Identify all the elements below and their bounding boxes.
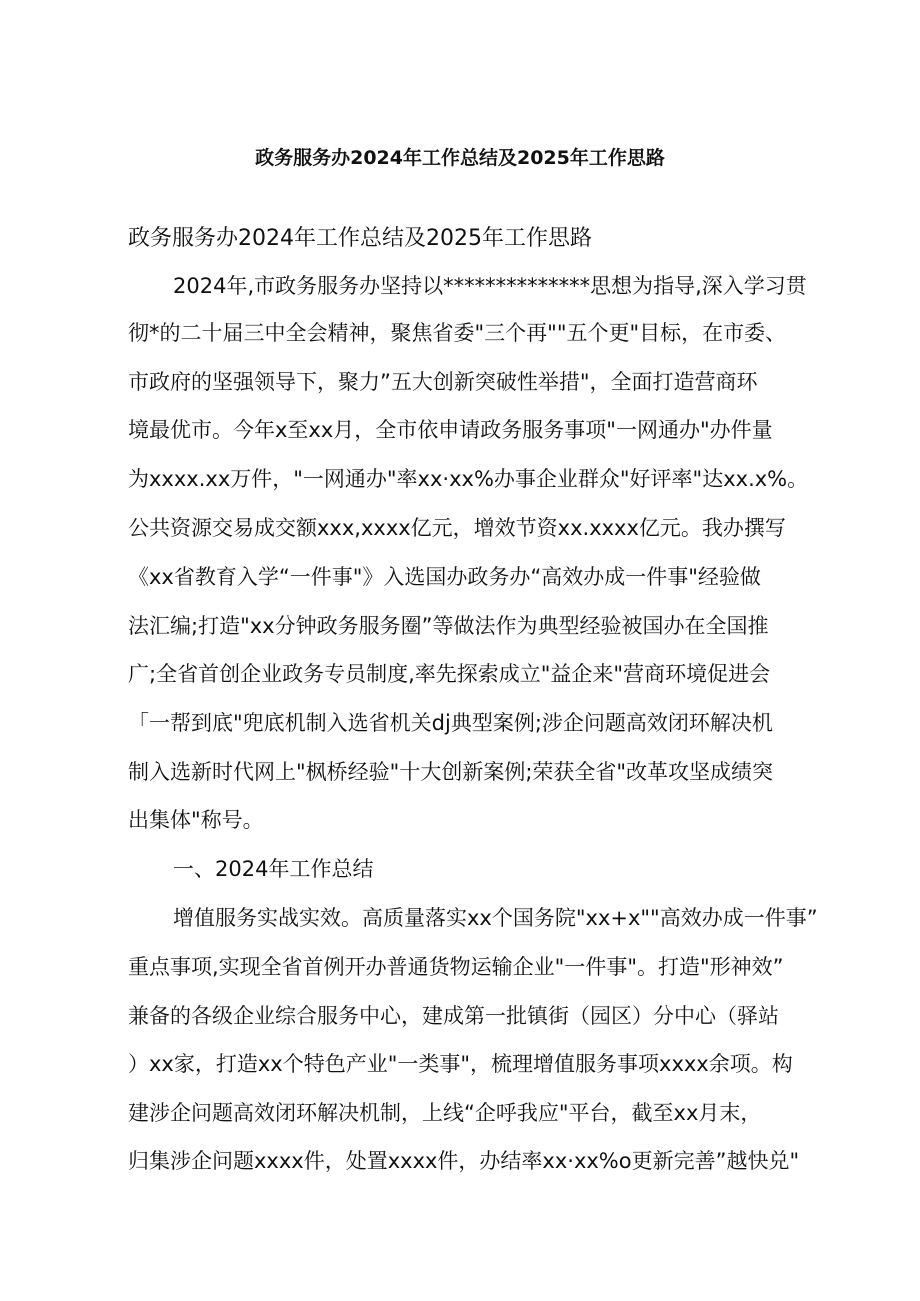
intro-paragraph-line: 《xx省教育入学“一件事"》入选国办政务办“高效办成一件事"经验做 xyxy=(128,565,761,589)
body-paragraph-line: 增值服务实战实效。高质量落实xx个国务院"xx+x""高效办成一件事” xyxy=(173,906,818,930)
intro-paragraph-line: 为xxxx.xx万件，"一网通办"率xx·xx%办事企业群众"好评率"达xx.x%。 xyxy=(128,467,809,491)
intro-paragraph-line: 公共资源交易成交额xxx,xxxx亿元，增效节资xx.xxxx亿元。我办撰写 xyxy=(128,516,786,540)
body-paragraph-line: 重点事项,实现全省首例开办普通货物运输企业"一件事"。打造"形神效” xyxy=(128,955,784,979)
intro-paragraph-line: 「一帮到底"兜底机制入选省机关dj典型案例;涉企问题高效闭环解决机 xyxy=(128,711,773,735)
document-title: 政务服务办2024年工作总结及2025年工作思路 xyxy=(255,147,665,169)
intro-paragraph-line: 广;全省首创企业政务专员制度,率先探索成立"益企来"营商环境促进会 xyxy=(128,662,771,686)
intro-paragraph-line: 制入选新时代网上"枫桥经验"十大创新案例;荣获全省"改革攻坚成绩突 xyxy=(128,760,774,784)
intro-paragraph-line: 2024年,市政务服务办坚持以**************思想为指导,深入学习贯 xyxy=(173,274,807,298)
body-paragraph-line: ）xx家，打造xx个特色产业"一类事"，梳理增值服务事项xxxx余项。构 xyxy=(128,1052,793,1076)
intro-paragraph-line: 境最优市。今年x至xx月，全市依申请政务服务事项"一网通办"办件量 xyxy=(128,418,773,442)
document-subtitle: 政务服务办2024年工作总结及2025年工作思路 xyxy=(128,226,592,251)
section-heading: 一、2024年工作总结 xyxy=(173,857,374,881)
intro-paragraph-line: 法汇编;打造"xx分钟政务服务圈”等做法作为典型经验被国办在全国推 xyxy=(128,614,769,638)
body-paragraph-line: 归集涉企问题xxxx件，处置xxxx件，办结率xx·xx%o更新完善”越快兑" xyxy=(128,1149,800,1173)
body-paragraph-line: 建涉企问题高效闭环解决机制，上线“企呼我应"平台，截至xx月末， xyxy=(128,1101,762,1125)
intro-paragraph-line: 市政府的坚强领导下，聚力”五大创新突破性举措"，全面打造营商环 xyxy=(128,370,758,394)
body-paragraph-line: 兼备的各级企业综合服务中心，建成第一批镇街（园区）分中心（驿站 xyxy=(128,1004,779,1028)
intro-paragraph-line: 出集体"称号。 xyxy=(128,808,264,832)
intro-paragraph-line: 彻*的二十届三中全会精神，聚焦省委"三个再""五个更"目标，在市委、 xyxy=(128,321,787,345)
